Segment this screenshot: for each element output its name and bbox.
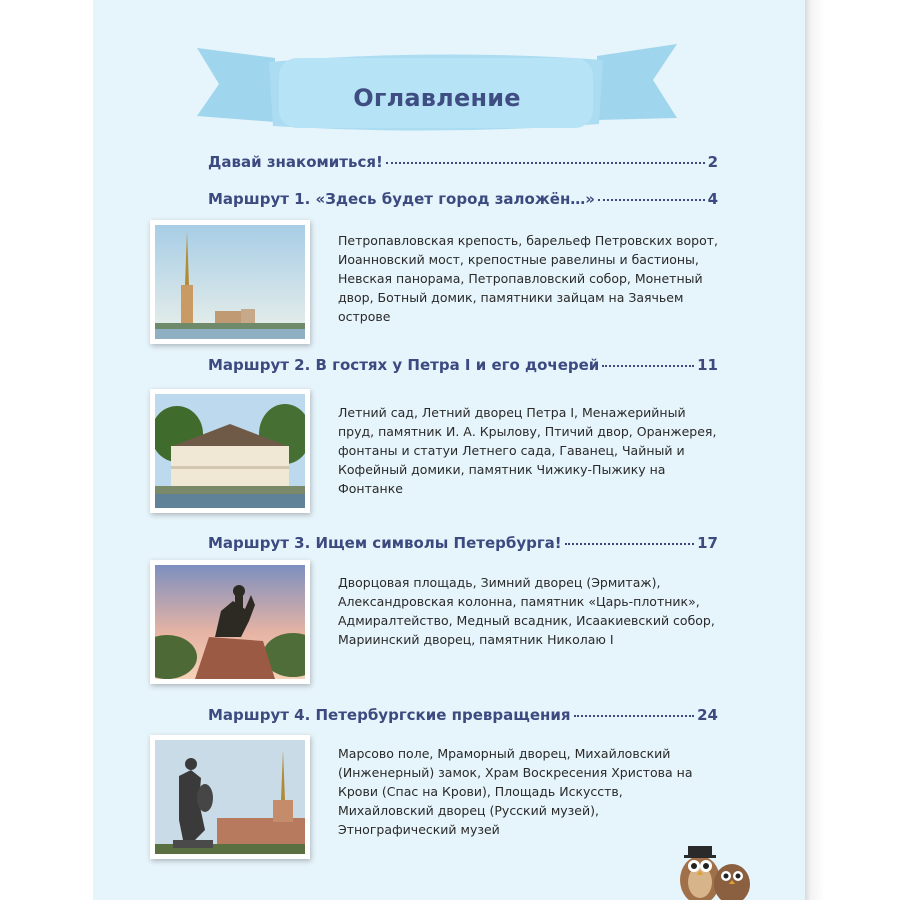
toc-entry-title: Давай знакомиться! xyxy=(208,153,383,171)
route-4-description: Марсово поле, Мраморный дворец, Михайловский (Инженерный) замок, Храм Воскресения Христова на Крови (Спас на Крови), Площадь Искусств, Михайловский дворец (Русский музей), Этнографический музей xyxy=(338,746,693,837)
dot-leader xyxy=(386,162,705,164)
dot-leader xyxy=(598,199,705,201)
page-edge xyxy=(805,0,900,900)
toc-entry-title: Маршрут 2. В гостях у Петра I и его дочерей xyxy=(208,356,600,374)
toc-entry-route-4[interactable] xyxy=(208,706,718,724)
toc-entry-route-1[interactable] xyxy=(208,190,718,208)
toc-page-number: 24 xyxy=(697,706,718,724)
route-4-photo xyxy=(150,735,310,859)
route-2-photo xyxy=(150,389,310,513)
toc-entry-route-2[interactable] xyxy=(208,356,718,374)
toc-page-number: 2 xyxy=(707,153,718,171)
route-3-description: Дворцовая площадь, Зимний дворец (Эрмитаж), Александровская колонна, памятник «Царь-плотник», Адмиралтейство, Медный всадник, Исаакиевский собор, Мариинский дворец, памятник Николаю I xyxy=(338,575,715,647)
toc-entry-title: Маршрут 1. «Здесь будет город заложён…» xyxy=(208,190,595,208)
title-ribbon xyxy=(197,40,677,140)
toc-entry-intro[interactable] xyxy=(208,153,718,171)
dot-leader xyxy=(602,365,694,367)
dot-leader xyxy=(574,715,695,717)
route-2-description: Летний сад, Летний дворец Петра I, Менажерийный пруд, памятник И. А. Крылову, Птичий двор, Оранжерея, фонтаны и статуи Летнего сада, Гаванец, Чайный и Кофейный домики, памятник Чижику-Пыжику на Фонтанке xyxy=(338,405,717,496)
fortress-spire-image xyxy=(155,225,305,339)
toc-page-number: 11 xyxy=(697,356,718,374)
owl-mascot-illustration xyxy=(672,820,752,900)
route-1-description: Петропавловская крепость, барельеф Петровских ворот, Иоанновский мост, крепостные равелины и бастионы, Невская панорама, Петропавловский собор, Монетный двор, Ботный домик, памятники зайцам на Заячьем острове xyxy=(338,233,718,324)
toc-entry-title: Маршрут 3. Ищем символы Петербурга! xyxy=(208,534,562,552)
toc-page-number: 17 xyxy=(697,534,718,552)
toc-page-number: 4 xyxy=(707,190,718,208)
summer-palace-image xyxy=(155,394,305,508)
page-title: Оглавление xyxy=(353,84,521,112)
route-3-photo xyxy=(150,560,310,684)
dot-leader xyxy=(565,543,694,545)
route-1-photo xyxy=(150,220,310,344)
toc-entry-route-3[interactable] xyxy=(208,534,718,552)
toc-entry-title: Маршрут 4. Петербургские превращения xyxy=(208,706,571,724)
bronze-horseman-image xyxy=(155,565,305,679)
mikhailovsky-castle-image xyxy=(155,740,305,854)
